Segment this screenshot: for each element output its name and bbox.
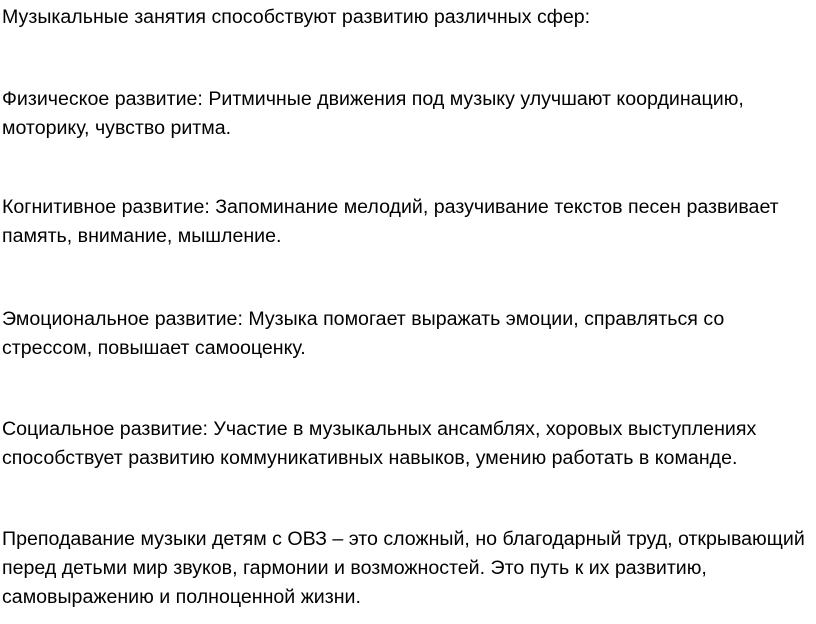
emotional-development-paragraph: Эмоциональное развитие: Музыка помогает выражать эмоции, справляться со стрессом, повышает самооценку.	[2, 308, 725, 359]
cognitive-development-paragraph: Когнитивное развитие: Запоминание мелодий, разучивание текстов песен развивает память, внимание, мышление.	[2, 196, 779, 247]
conclusion-paragraph: Преподавание музыки детям с ОВЗ – это сложный, но благодарный труд, открывающий перед детьми мир звуков, гармонии и возможностей. Это путь к их развитию, самовыражению и полноценной жизни.	[2, 528, 805, 608]
intro-paragraph: Музыкальные занятия способствуют развитию различных сфер:	[2, 6, 591, 28]
social-development-paragraph: Социальное развитие: Участие в музыкальных ансамблях, хоровых выступлениях способствует развитию коммуникативных навыков, умению работать в команде.	[2, 418, 757, 469]
physical-development-paragraph: Физическое развитие: Ритмичные движения под музыку улучшают координацию, моторику, чувство ритма.	[2, 88, 744, 139]
